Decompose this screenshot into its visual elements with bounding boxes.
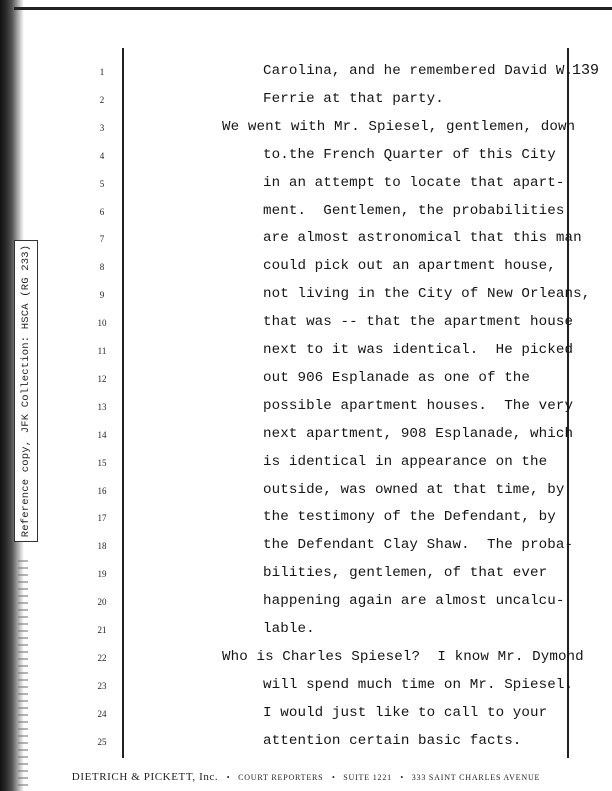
line-number: 2 [99,94,105,105]
line-number: 21 [97,625,107,635]
line-number: 24 [97,708,107,719]
transcript-line: outside, was owned at that time, by [263,481,565,498]
transcript-line: are almost astronomical that this man [263,230,582,247]
transcript-line: will spend much time on Mr. Spiesel. [263,676,574,693]
transcript-line: lable. [263,621,315,637]
line-number: 17 [97,513,107,524]
transcript-line: not living in the City of New Orleans, [263,286,591,303]
footer [0,771,612,783]
line-number: 18 [97,541,107,552]
line-number: 8 [99,262,105,273]
transcript-line: Who is Charles Spiesel? I know Mr. Dymond [222,648,584,665]
line-number: 16 [97,485,107,496]
top-rule [14,7,612,10]
line-number: 19 [97,569,107,580]
line-number: 22 [97,652,107,663]
transcript-line: that was -- that the apartment house [263,314,574,331]
transcript-line: attention certain basic facts. [263,732,522,749]
transcript-line: bilities, gentlemen, of that ever [263,565,548,582]
transcript-line: Ferrie at that party. [263,90,444,107]
transcript-line: could pick out an apartment house, [263,258,556,275]
line-number: 6 [99,206,105,217]
transcript-line: to.the French Quarter of this City [263,146,556,163]
footer-separator: • [331,773,335,782]
line-number: 1 [99,67,105,77]
line-number: 14 [97,429,107,440]
footer-firm: DIETRICH & PICKETT, Inc. [71,771,219,783]
line-number: 5 [99,178,105,189]
transcript-line: next apartment, 908 Esplanade, which [263,425,574,442]
line-number: 25 [97,736,107,747]
line-number: 3 [99,122,105,133]
line-number: 7 [99,234,105,245]
line-number: 23 [97,680,107,691]
footer-suite: SUITE 1221 [343,773,392,782]
binding-specks [18,560,28,791]
line-number: 12 [97,373,107,384]
line-number: 15 [97,457,107,468]
transcript-line: possible apartment houses. The very [263,397,574,414]
line-number: 9 [99,290,105,301]
transcript-line: the Defendant Clay Shaw. The proba- [263,537,574,554]
line-number: 13 [97,401,107,412]
line-number: 4 [99,150,105,161]
transcript-line: the testimony of the Defendant, by [263,509,556,526]
transcript-line: We went with Mr. Spiesel, gentlemen, down [222,118,576,135]
footer-separator: • [400,773,404,782]
transcript-line: happening again are almost uncalcu- [263,593,565,610]
line-number: 20 [97,597,107,608]
reference-stamp-text: Reference copy, JFK Collection: HSCA (RG 233) [20,244,32,538]
transcript-line: in an attempt to locate that apart- [263,174,565,191]
reference-stamp [14,240,38,542]
transcript-line: out 906 Esplanade as one of the [263,369,531,386]
transcript-line: Carolina, and he remembered David W. [263,63,574,79]
transcript-line: is identical in appearance on the [263,453,548,470]
line-number: 11 [97,346,107,356]
line-number: 10 [97,318,107,329]
transcript-line: I would just like to call to your [263,704,548,721]
page-number: 139 [572,62,600,79]
footer-address: 333 SAINT CHARLES AVENUE [411,773,541,782]
footer-separator: • [226,773,230,782]
transcript-line: ment. Gentlemen, the probabilities [263,202,565,219]
footer-role: COURT REPORTERS [238,773,324,782]
transcript-line: next to it was identical. He picked [263,342,574,358]
